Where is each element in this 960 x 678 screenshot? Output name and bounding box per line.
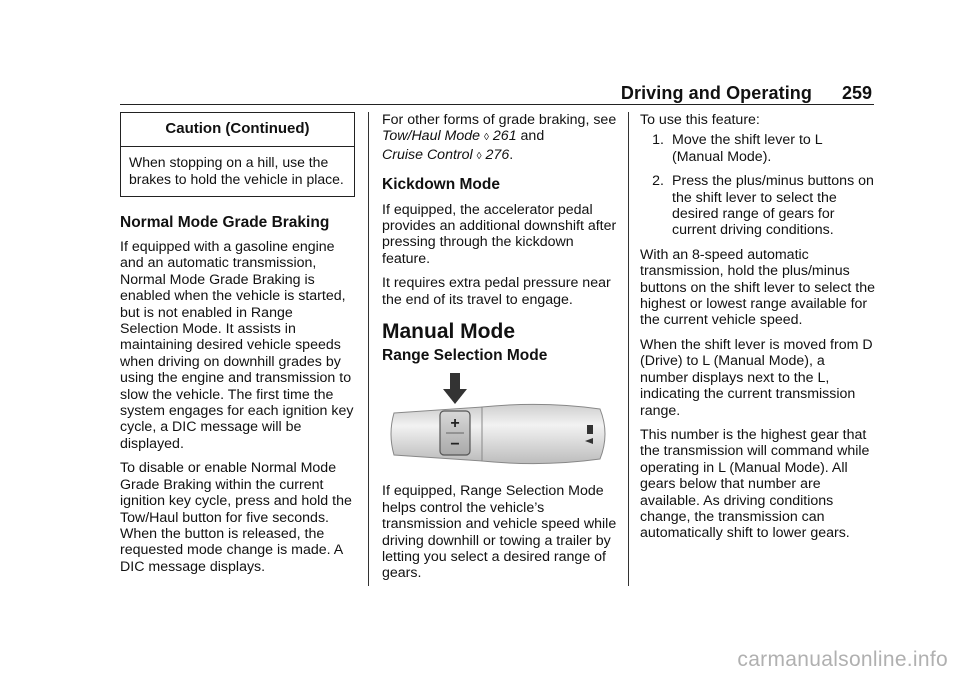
- step-number: 1.: [652, 132, 664, 149]
- paragraph-intro: To use this feature:: [640, 112, 760, 128]
- paragraph: With an 8-speed automatic transmission, hold the plus/minus buttons on the shift lever to select the highest or lowest range available for the current vehicle speed.: [640, 246, 876, 329]
- paragraph: To disable or enable Normal Mode Grade Braking within the current ignition key cycle, press and hold the Tow/Haul button for five seconds. When the button is released, the requested mode change is made. A DIC message displays.: [120, 460, 352, 575]
- text: For other forms of grade braking, see: [382, 112, 617, 128]
- step-text: Move the shift lever to L (Manual Mode).: [672, 132, 823, 165]
- step-number: 2.: [652, 173, 664, 190]
- watermark: carmanualsonline.info: [737, 648, 948, 671]
- page-number: 259: [841, 83, 872, 103]
- column-1: [120, 112, 355, 583]
- text: and: [520, 128, 545, 145]
- paragraph: When the shift lever is moved from D (Drive) to L (Manual Mode), a number displays next to the L, indicating the current transmission range.: [640, 336, 873, 419]
- column-2: [382, 112, 617, 590]
- caution-text: When stopping on a hill, use the brakes to hold the vehicle in place.: [129, 154, 344, 187]
- steps-list: [640, 132, 876, 238]
- paragraph: If equipped, the accelerator pedal provides an additional downshift after pressing through the kickdown feature.: [382, 201, 617, 267]
- page-header: [120, 80, 874, 105]
- plus-icon: +: [450, 414, 460, 432]
- column-divider: [628, 112, 629, 586]
- heading-kickdown-mode: Kickdown Mode: [382, 176, 500, 194]
- paragraph: This number is the highest gear that the transmission will command while operating in L (Manual Mode). All gears below that number are available. As driving conditions change, the transmission can automatically shift to lower gears.: [640, 426, 870, 542]
- heading-normal-mode-grade-braking: Normal Mode Grade Braking: [120, 213, 330, 231]
- xref-cruise-control[interactable]: Cruise Control: [382, 146, 473, 163]
- column-3: [640, 112, 876, 550]
- paragraph-grade-braking-references: For other forms of grade braking, see Tow/Haul Mode ◊ 261 and Cruise Control ◊ 276.: [382, 112, 617, 163]
- xref-page-276[interactable]: 276: [485, 146, 510, 163]
- xref-arrow-icon: ◊: [476, 150, 482, 162]
- step-text: Press the plus/minus buttons on the shift lever to select the desired range of gears for current driving conditions.: [672, 173, 874, 239]
- paragraph: It requires extra pedal pressure near the end of its travel to engage.: [382, 275, 611, 308]
- section-title: Driving and Operating: [620, 83, 812, 103]
- paragraph: If equipped with a gasoline engine and an automatic transmission, Normal Mode Grade Braking is enabled when the vehicle is started, but is not enabled in Range Selection Mode. It assists in maintaining desired vehicle speeds when driving on downhill grades by using the engine and transmission to slow the vehicle. The first time the system engages for each ignition key cycle, a DIC message will be displayed.: [120, 239, 354, 452]
- xref-arrow-icon: ◊: [484, 132, 489, 144]
- list-item: [640, 132, 876, 165]
- xref-tow-haul-mode[interactable]: Tow/Haul Mode: [382, 128, 481, 145]
- down-arrow-icon: [443, 373, 467, 404]
- shift-lever-illustration: [382, 371, 617, 471]
- minus-icon: −: [450, 435, 460, 453]
- heading-manual-mode: Manual Mode: [382, 320, 516, 344]
- paragraph: If equipped, Range Selection Mode helps control the vehicle’s transmission and vehicle speed while driving downhill or towing a trailer by letting you select a desired range of gears.: [382, 483, 617, 582]
- xref-page-261[interactable]: 261: [492, 128, 517, 145]
- caution-box: [120, 112, 355, 197]
- list-item: [640, 173, 876, 239]
- heading-range-selection-mode: Range Selection Mode: [382, 347, 548, 365]
- column-divider: [368, 112, 369, 586]
- caution-title: Caution (Continued): [121, 113, 354, 147]
